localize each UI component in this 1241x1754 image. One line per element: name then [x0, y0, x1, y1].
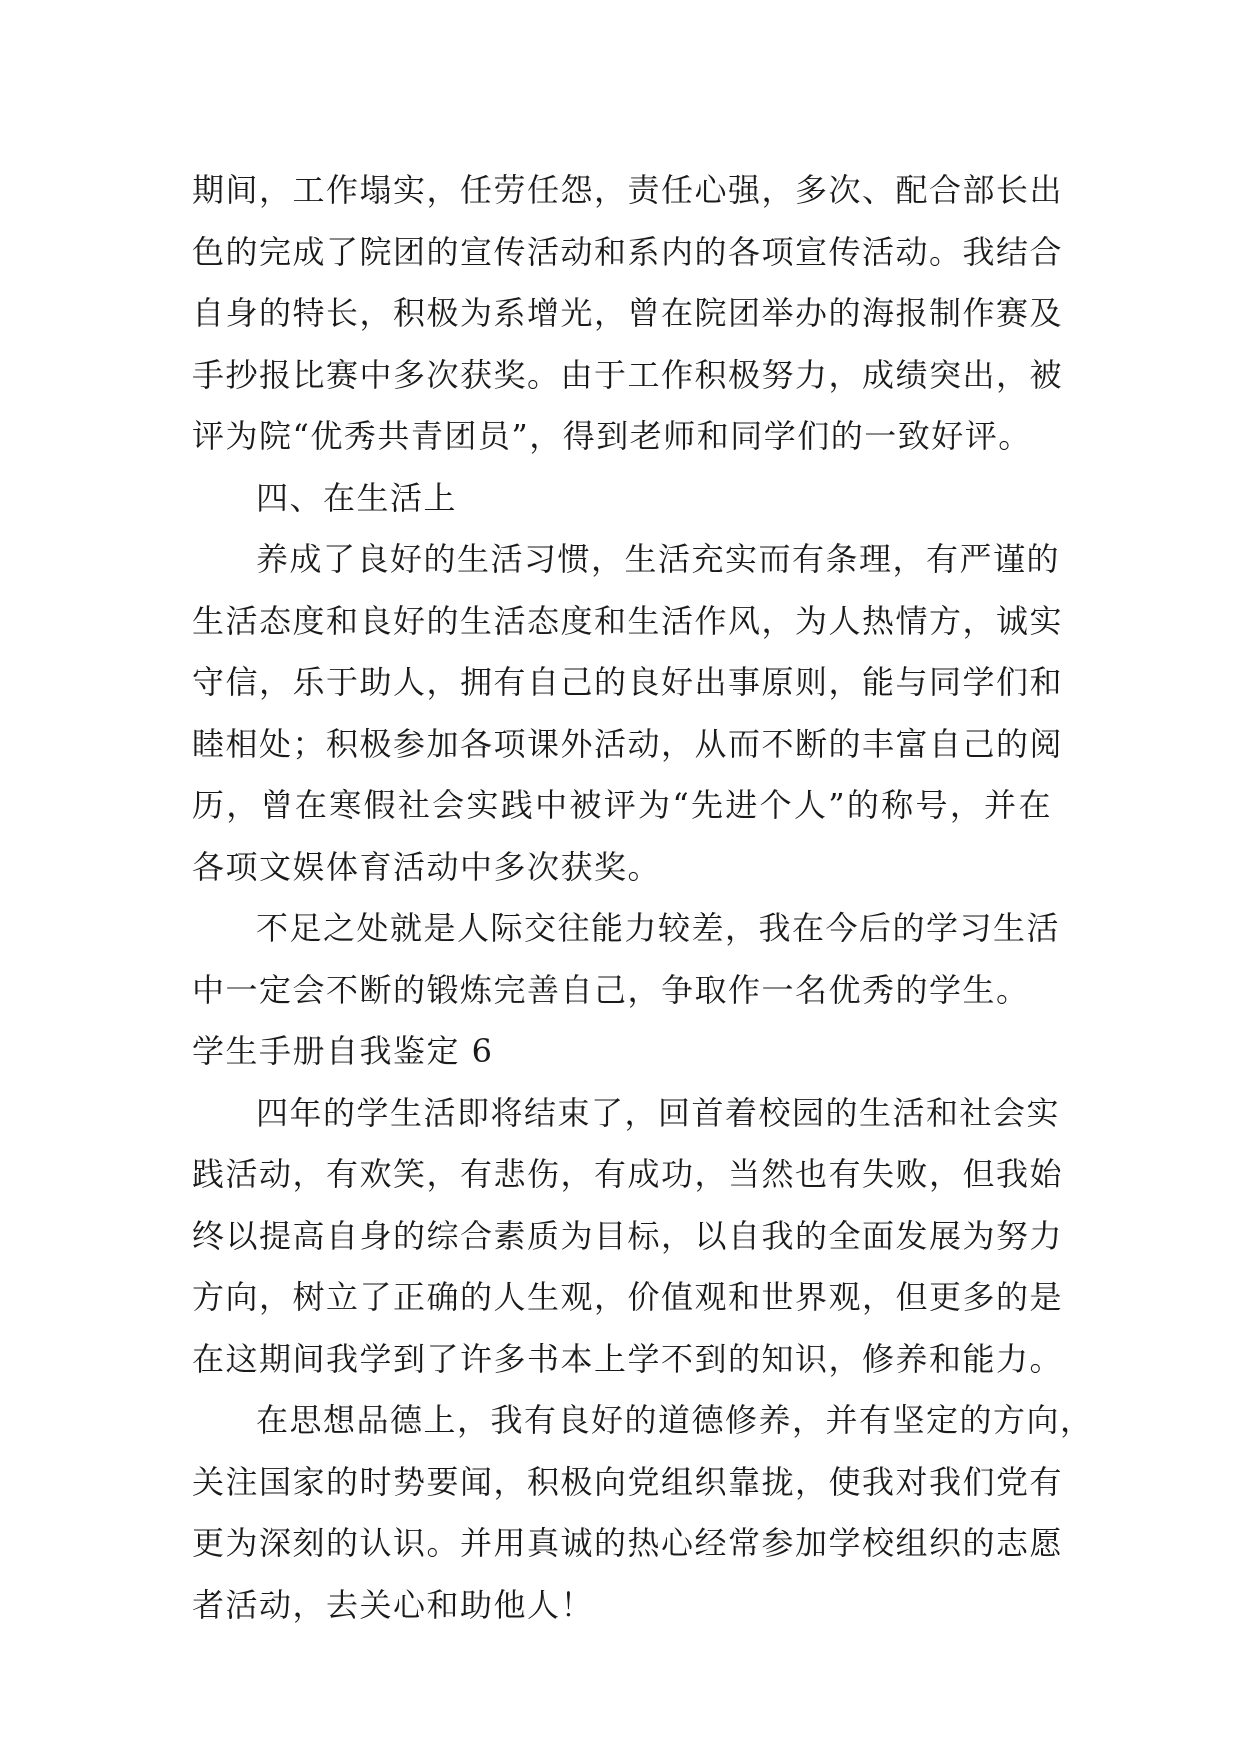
document-body — [192, 160, 1094, 1636]
text-line: 更为深刻的认识。并用真诚的热心经常参加学校组织的志愿 — [192, 1524, 1064, 1562]
text-line: 色的完成了院团的宣传活动和系内的各项宣传活动。我结合 — [192, 232, 1064, 271]
text-line: 各项文娱体育活动中多次获奖。 — [192, 847, 662, 886]
text-line: 关注国家的时势要闻，积极向党组织靠拢，使我对我们党有 — [192, 1462, 1064, 1501]
text-line: 不足之处就是人际交往能力较差，我在今后的学习生活 — [256, 909, 1061, 947]
text-line: 践活动，有欢笑，有悲伤，有成功，当然也有失败，但我始 — [192, 1155, 1064, 1193]
document-title: 学生手册自我鉴定 6 — [192, 1032, 494, 1070]
text-line: 守信，乐于助人，拥有自己的良好出事原则，能与同学们和 — [192, 663, 1064, 701]
text-line: 四年的学生活即将结束了，回首着校园的生活和社会实 — [256, 1093, 1061, 1132]
text-line: 者活动，去关心和助他人！ — [192, 1585, 595, 1624]
text-line: 中一定会不断的锻炼完善自己，争取作一名优秀的学生。 — [192, 970, 1030, 1009]
text-line: 在这期间我学到了许多书本上学不到的知识，修养和能力。 — [192, 1339, 1064, 1378]
text-line: 终以提高自身的综合素质为目标，以自我的全面发展为努力 — [192, 1216, 1064, 1255]
text-line: 在思想品德上，我有良好的道德修养，并有坚定的方向， — [256, 1401, 1094, 1439]
text-line: 历，曾在寒假社会实践中被评为“先进个人”的称号，并在 — [192, 786, 1052, 824]
text-line: 养成了良好的生活习惯，生活充实而有条理，有严谨的 — [256, 540, 1061, 578]
text-line: 期间，工作塌实，任劳任怨，责任心强，多次、配合部长出 — [192, 171, 1064, 209]
text-line: 方向，树立了正确的人生观，价值观和世界观，但更多的是 — [192, 1278, 1064, 1316]
text-line: 评为院“优秀共青团员”，得到老师和同学们的一致好评。 — [192, 417, 1032, 455]
section-heading: 四、在生活上 — [256, 478, 458, 517]
text-line: 生活态度和良好的生活态度和生活作风，为人热情方，诚实 — [192, 601, 1064, 640]
text-line: 手抄报比赛中多次获奖。由于工作积极努力，成绩突出，被 — [192, 355, 1064, 394]
text-line: 自身的特长，积极为系增光，曾在院团举办的海报制作赛及 — [192, 294, 1064, 332]
text-line: 睦相处；积极参加各项课外活动，从而不断的丰富自己的阅 — [192, 724, 1064, 763]
